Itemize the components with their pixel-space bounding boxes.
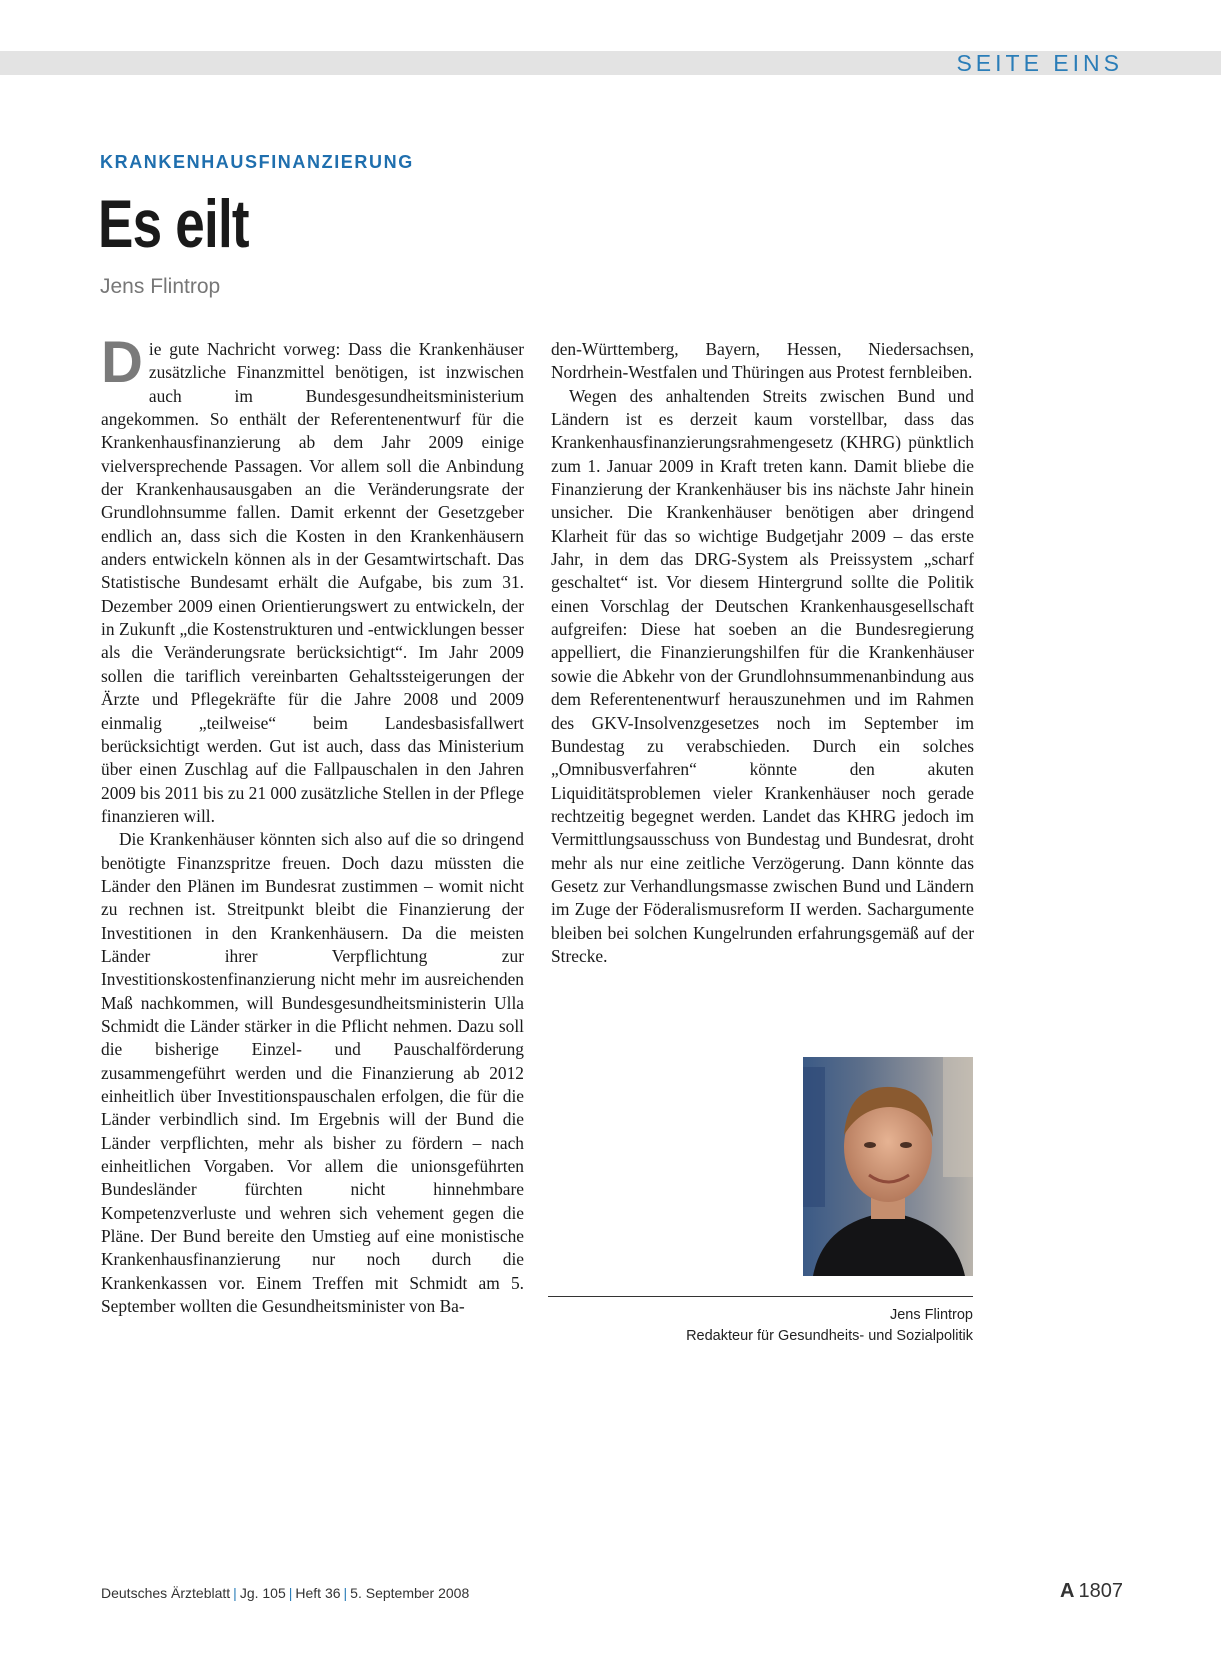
portrait-image [803, 1057, 973, 1276]
page-prefix: A [1060, 1580, 1075, 1602]
drop-cap: D [101, 330, 143, 395]
paragraph: Die Krankenhäuser könnten sich also auf die so dringend benötigte Finanzspritze freuen. Doch dazu müssten die Länder den Plänen im Bundesrat zustimmen – womit nicht zu rechnen ist. Streitpunkt bleibt die Finanzierung der Investitionen in den Krankenhäusern. Da die meisten Länder ihrer Verpflichtung zur Investitionskostenfinanzierung nicht mehr im ausreichenden Maß nachkommen, will Bundesgesundheitsministerin Ulla Schmidt die Länder stärker in die Pflicht nehmen. Dazu soll die bisherige Einzel- und Pauschalförderung zusammengeführt werden und die Finanzierung ab 2012 einheitlich über Investitionspauschalen erfolgen, die für die Länder verbindlich sind. Im Ergebnis will der Bund die Länder verpflichten, mehr als bisher zu fördern – nach einheitlichen Vorgaben. Vor allem die unionsgeführten Bundesländer fürchten nicht hinnehmbare Kompetenzverluste und wehren sich vehement gegen die Pläne. Der Bund bereite den Umstieg auf eine monistische Krankenhausfinanzierung nur noch durch die Krankenkassen vor. Einem Treffen mit Schmidt am 5. September wollten die Gesundheitsminister von Ba- [101, 829, 524, 1317]
article-kicker: KRANKENHAUSFINANZIERUNG [100, 152, 414, 172]
paragraph [101, 330, 524, 828]
footer-issue: Heft 36 [295, 1585, 341, 1601]
paragraph-text: ie gute Nachricht vorweg: Dass die Krankenhäuser zusätzliche Finanzmittel benötigen, ist inzwischen auch im Bundesgesundheitsministerium angekommen. So enthält der Referentenentwurf für die Krankenhausfinanzierung ab dem Jahr 2009 einige vielversprechende Passagen. Vor allem soll die Anbindung der Krankenhausausgaben an die Veränderungsrate der Grundlohnsumme fallen. Damit erkennt der Gesetzgeber endlich an, dass sich die Kosten in den Krankenhäusern anders entwickeln können als in der Gesamtwirtschaft. Das Statistische Bundesamt erhält die Aufgabe, bis zum 31. Dezember 2009 einen Orientierungswert zu entwickeln, der in Zukunft „die Kostenstrukturen und -entwicklungen besser als die Veränderungsrate berücksichtigt“. Im Jahr 2009 sollen die tariflich vereinbarten Gehaltssteigerungen der Ärzte und Pflegekräfte für die Jahre 2008 und 2009 einmalig „teilweise“ beim Landesbasisfallwert berücksichtigt werden. Gut ist auch, dass das Ministerium über einen Zuschlag auf die Fallpauschalen in den Jahren 2009 bis 2011 bis zu 21 000 zusätzliche Stellen in der Pflege finanzieren will. [101, 339, 524, 826]
caption-name: Jens Flintrop [889, 1307, 973, 1323]
text-column-left [101, 330, 524, 1318]
article-title: Es eilt [98, 186, 249, 262]
page-number-value: 1807 [1078, 1580, 1123, 1602]
paragraph: Wegen des anhaltenden Streits zwischen Bund und Ländern ist es derzeit kaum vorstellbar, dass das Krankenhausfinanzierungsrahmengesetz (KHRG) pünktlich zum 1. Januar 2009 in Kraft treten kann. Damit bliebe die Finanzierung der Krankenhäuser bis ins nächste Jahr hinein unsicher. Die Krankenhäuser benötigen aber dringend Klarheit für das so wichtige Budgetjahr 2009 – das erste Jahr, in dem das DRG-System als Preissystem „scharf geschaltet“ ist. Vor diesem Hintergrund sollte die Politik einen Vorschlag der Deutschen Krankenhausgesellschaft aufgreifen: Diese hat soeben an die Bundesregierung appelliert, die Finanzierungshilfen für die Krankenhäuser sowie die Abkehr von der Grundlohnsummenanbindung aus dem Referentenentwurf herauszunehmen und im Rahmen des GKV-Insolvenzgesetzes noch im September im Bundestag zu verabschieden. Durch ein solches „Omnibusverfahren“ könnte den akuten Liquiditätsproblemen vieler Krankenhäuser noch gerade rechtzeitig begegnet werden. Landet das KHRG jedoch im Vermittlungsausschuss von Bundestag und Bundesrat, droht mehr als nur eine zeitliche Verzögerung. Dann könnte das Gesetz zur Verhandlungsmasse zwischen Bund und Ländern im Zuge der Föderalismusreform II werden. Sachargumente bleiben bei solchen Kungelrunden erfahrungsgemäß auf der Strecke. [551, 385, 974, 966]
article-author: Jens Flintrop [100, 275, 221, 298]
footer-separator: | [343, 1585, 348, 1601]
footer-separator: | [288, 1585, 293, 1601]
footer-volume: Jg. 105 [239, 1585, 286, 1601]
caption-role: Redakteur für Gesundheits- und Sozialpolitik [686, 1328, 973, 1344]
footer-journal: Deutsches Ärzteblatt [101, 1585, 231, 1601]
section-label: SEITE EINS [956, 50, 1123, 76]
photo-caption [686, 1305, 973, 1347]
page-number [1060, 1580, 1123, 1603]
author-photo [803, 1057, 973, 1276]
text-column-right [551, 338, 974, 968]
page-footer [101, 1585, 469, 1601]
footer-separator: | [233, 1585, 237, 1601]
paragraph: den-Württemberg, Bayern, Hessen, Niedersachsen, Nordrhein-Westfalen und Thüringen aus Protest fernbleiben. [551, 339, 974, 383]
footer-date: 5. September 2008 [350, 1585, 470, 1601]
caption-divider [548, 1296, 973, 1297]
